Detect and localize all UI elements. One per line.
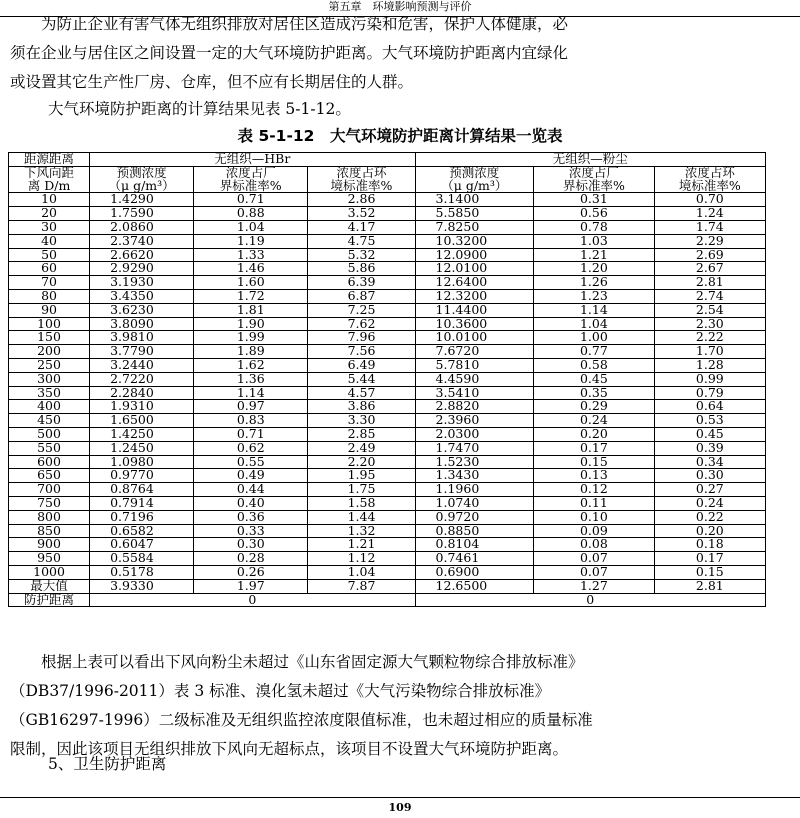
table-cell: 0.12 — [534, 483, 655, 497]
conclusion-line-4: 限制，因此该项目无组织排放下风向无超标点，该项目不设置大气环境防护距离。 — [10, 740, 569, 758]
header-ratio1-hbr: 浓度占厂 界标准率% — [194, 166, 308, 193]
table-cell: 1.89 — [194, 345, 308, 359]
table-cell: 6.39 — [308, 276, 415, 290]
table-cell: 4.4590 — [415, 372, 534, 386]
table-cell: 0.18 — [654, 538, 765, 552]
header-conc-dust: 预测浓度 （μ g/m³） — [415, 166, 534, 193]
table-cell: 10.3600 — [415, 317, 534, 331]
table-cell: 0.24 — [534, 414, 655, 428]
table-cell: 0.34 — [654, 455, 765, 469]
table-cell: 350 — [9, 386, 90, 400]
header-ratio2-hbr: 浓度占环 境标准率% — [308, 166, 415, 193]
table-cell: 900 — [9, 538, 90, 552]
table-cell: 70 — [9, 276, 90, 290]
table-cell: 1.9310 — [90, 400, 194, 414]
table-cell: 0.20 — [654, 524, 765, 538]
table-cell: 1.23 — [534, 289, 655, 303]
table-cell: 950 — [9, 552, 90, 566]
table-cell: 0.71 — [194, 427, 308, 441]
table-cell: 3.2440 — [90, 358, 194, 372]
table-cell: 1.2450 — [90, 441, 194, 455]
table-cell: 12.3200 — [415, 289, 534, 303]
table-cell: 1.44 — [308, 510, 415, 524]
table-cell: 1.24 — [654, 207, 765, 221]
table-cell: 0.27 — [654, 483, 765, 497]
table-cell: 0.35 — [534, 386, 655, 400]
table-cell: 0.28 — [194, 552, 308, 566]
table-cell: 1.26 — [534, 276, 655, 290]
conclusion-line-1: 根据上表可以看出下风向粉尘未超过《山东省固定源大气颗粒物综合排放标准》 — [10, 653, 584, 671]
table-cell: 100 — [9, 317, 90, 331]
table-cell: 2.67 — [654, 262, 765, 276]
table-cell: 1.1960 — [415, 483, 534, 497]
table-cell: 3.7790 — [90, 345, 194, 359]
table-cell: 0.7196 — [90, 510, 194, 524]
table-cell: 3.5410 — [415, 386, 534, 400]
table-cell: 0.70 — [654, 193, 765, 207]
table-cell: 1.04 — [194, 220, 308, 234]
table-cell: 0.5178 — [90, 565, 194, 579]
table-cell: 1.7590 — [90, 207, 194, 221]
table-cell: 0.6047 — [90, 538, 194, 552]
table-cell: 2.74 — [654, 289, 765, 303]
table-cell: 1.04 — [534, 317, 655, 331]
table-cell: 1.4250 — [90, 427, 194, 441]
table-cell: 1.4290 — [90, 193, 194, 207]
table-cell: 0.5584 — [90, 552, 194, 566]
table-cell: 5.5850 — [415, 207, 534, 221]
table-cell: 0.83 — [194, 414, 308, 428]
results-table — [8, 152, 766, 607]
table-cell: 0.08 — [534, 538, 655, 552]
table-cell: 3.9330 — [90, 579, 194, 593]
table-cell: 11.4400 — [415, 303, 534, 317]
table-cell: 0.79 — [654, 386, 765, 400]
table-cell: 0.45 — [534, 372, 655, 386]
table-cell: 1.5230 — [415, 455, 534, 469]
table-cell: 3.86 — [308, 400, 415, 414]
table-cell: 0.49 — [194, 469, 308, 483]
table-row — [9, 303, 766, 317]
table-cell: 2.7220 — [90, 372, 194, 386]
table-cell: 0.97 — [194, 400, 308, 414]
table-cell: 400 — [9, 400, 90, 414]
table-cell: 0.17 — [534, 441, 655, 455]
table-cell: 2.81 — [654, 579, 765, 593]
table-cell: 2.2840 — [90, 386, 194, 400]
table-cell: 2.6620 — [90, 248, 194, 262]
table-cell: 1.0980 — [90, 455, 194, 469]
table-cell: 0.20 — [534, 427, 655, 441]
table-cell: 500 — [9, 427, 90, 441]
table-cell: 10.0100 — [415, 331, 534, 345]
table-cell: 20 — [9, 207, 90, 221]
table-cell: 5.32 — [308, 248, 415, 262]
table-row — [9, 372, 766, 386]
table-cell: 90 — [9, 303, 90, 317]
table-cell: 1.33 — [194, 248, 308, 262]
table-cell: 2.9290 — [90, 262, 194, 276]
table-cell: 850 — [9, 524, 90, 538]
section-heading: 5、卫生防护距离 — [48, 755, 167, 773]
table-cell: 7.96 — [308, 331, 415, 345]
table-cell: 1.21 — [534, 248, 655, 262]
table-cell: 1.95 — [308, 469, 415, 483]
table-cell: 0.15 — [654, 565, 765, 579]
intro-line-3: 或设置其它生产性厂房、仓库，但不应有长期居住的人群。 — [10, 73, 414, 91]
conclusion-line-2: （DB37/1996-2011）表 3 标准、溴化氢未超过《大气污染物综合排放标准》 — [10, 682, 551, 700]
table-cell: 1.46 — [194, 262, 308, 276]
table-cell: 1.6500 — [90, 414, 194, 428]
table-cell: 5.7810 — [415, 358, 534, 372]
table-row — [9, 579, 766, 593]
table-cell: 0.31 — [534, 193, 655, 207]
table-cell: 1.19 — [194, 234, 308, 248]
table-cell: 0.9720 — [415, 510, 534, 524]
page-number: 109 — [388, 801, 412, 814]
table-cell: 最大值 — [9, 579, 90, 593]
table-cell: 2.0300 — [415, 427, 534, 441]
table-cell: 3.30 — [308, 414, 415, 428]
table-cell: 0.9770 — [90, 469, 194, 483]
protect-label: 防护距离 — [9, 593, 90, 607]
table-cell: 0.39 — [654, 441, 765, 455]
table-cell: 0.99 — [654, 372, 765, 386]
table-cell: 7.8250 — [415, 220, 534, 234]
header-distance: 距源距离 — [9, 153, 90, 167]
table-cell: 1.60 — [194, 276, 308, 290]
table-cell: 550 — [9, 441, 90, 455]
table-cell: 7.87 — [308, 579, 415, 593]
table-cell: 0.13 — [534, 469, 655, 483]
table-cell: 1.03 — [534, 234, 655, 248]
table-cell: 6.87 — [308, 289, 415, 303]
table-cell: 2.30 — [654, 317, 765, 331]
table-cell: 0.29 — [534, 400, 655, 414]
table-cell: 50 — [9, 248, 90, 262]
table-cell: 1.70 — [654, 345, 765, 359]
table-cell: 12.0900 — [415, 248, 534, 262]
table-cell: 3.1930 — [90, 276, 194, 290]
table-cell: 1.99 — [194, 331, 308, 345]
table-cell: 5.44 — [308, 372, 415, 386]
table-cell: 2.20 — [308, 455, 415, 469]
table-cell: 0.8764 — [90, 483, 194, 497]
intro-line-1: 为防止企业有害气体无组织排放对居住区造成污染和危害，保护人体健康，必 — [10, 15, 569, 33]
table-cell: 0.30 — [654, 469, 765, 483]
table-cell: 1.04 — [308, 565, 415, 579]
table-cell: 2.86 — [308, 193, 415, 207]
table-row — [9, 441, 766, 455]
table-cell: 1.7470 — [415, 441, 534, 455]
table-cell: 0.8104 — [415, 538, 534, 552]
table-cell: 0.40 — [194, 496, 308, 510]
protect-hbr: 0 — [90, 593, 415, 607]
table-row — [9, 234, 766, 248]
table-cell: 7.56 — [308, 345, 415, 359]
intro-paragraph — [10, 10, 780, 97]
table-cell: 0.44 — [194, 483, 308, 497]
table-cell: 12.6500 — [415, 579, 534, 593]
protect-dust: 0 — [415, 593, 765, 607]
table-cell: 0.7461 — [415, 552, 534, 566]
table-cell: 1.90 — [194, 317, 308, 331]
table-cell: 1.21 — [308, 538, 415, 552]
table-cell: 1.28 — [654, 358, 765, 372]
table-cell: 0.64 — [654, 400, 765, 414]
header-group-dust: 无组织—粉尘 — [415, 153, 765, 167]
table-cell: 2.54 — [654, 303, 765, 317]
table-cell: 7.6720 — [415, 345, 534, 359]
table-cell: 1.75 — [308, 483, 415, 497]
running-header: 第五章 环境影响预测与评价 — [328, 0, 472, 13]
table-cell: 0.11 — [534, 496, 655, 510]
table-cell: 1.36 — [194, 372, 308, 386]
table-cell: 200 — [9, 345, 90, 359]
table-cell: 0.78 — [534, 220, 655, 234]
table-cell: 2.29 — [654, 234, 765, 248]
header-conc-hbr: 预测浓度 （μ g/m³） — [90, 166, 194, 193]
table-cell: 12.0100 — [415, 262, 534, 276]
table-cell: 0.22 — [654, 510, 765, 524]
table-cell: 10.3200 — [415, 234, 534, 248]
table-cell: 4.57 — [308, 386, 415, 400]
table-cell: 3.9810 — [90, 331, 194, 345]
table-cell: 0.53 — [654, 414, 765, 428]
table-cell: 0.6900 — [415, 565, 534, 579]
table-cell: 450 — [9, 414, 90, 428]
header-ratio1-dust: 浓度占厂 界标准率% — [534, 166, 655, 193]
table-cell: 0.07 — [534, 552, 655, 566]
table-cell: 0.36 — [194, 510, 308, 524]
table-cell: 1.32 — [308, 524, 415, 538]
table-cell: 2.3740 — [90, 234, 194, 248]
table-cell: 1.00 — [534, 331, 655, 345]
table-cell: 0.8850 — [415, 524, 534, 538]
table-cell: 0.17 — [654, 552, 765, 566]
table-cell: 3.6230 — [90, 303, 194, 317]
table-cell: 2.22 — [654, 331, 765, 345]
table-cell: 0.55 — [194, 455, 308, 469]
table-cell: 1.81 — [194, 303, 308, 317]
table-cell: 0.09 — [534, 524, 655, 538]
table-cell: 60 — [9, 262, 90, 276]
table-cell: 10 — [9, 193, 90, 207]
table-cell: 1.12 — [308, 552, 415, 566]
table-cell: 5.86 — [308, 262, 415, 276]
table-cell: 2.69 — [654, 248, 765, 262]
table-cell: 0.77 — [534, 345, 655, 359]
table-cell: 4.17 — [308, 220, 415, 234]
table-cell: 1.14 — [194, 386, 308, 400]
table-cell: 1.97 — [194, 579, 308, 593]
table-cell: 150 — [9, 331, 90, 345]
table-cell: 700 — [9, 483, 90, 497]
table-cell: 1000 — [9, 565, 90, 579]
table-cell: 600 — [9, 455, 90, 469]
table-cell: 1.20 — [534, 262, 655, 276]
table-cell: 4.75 — [308, 234, 415, 248]
table-cell: 250 — [9, 358, 90, 372]
table-cell: 0.10 — [534, 510, 655, 524]
header-ratio2-dust: 浓度占环 境标准率% — [654, 166, 765, 193]
table-cell: 0.30 — [194, 538, 308, 552]
header-group-hbr: 无组织—HBr — [90, 153, 415, 167]
table-cell: 2.81 — [654, 276, 765, 290]
table-cell: 750 — [9, 496, 90, 510]
table-cell: 0.07 — [534, 565, 655, 579]
table-cell: 0.24 — [654, 496, 765, 510]
table-cell: 3.52 — [308, 207, 415, 221]
table-cell: 7.62 — [308, 317, 415, 331]
table-cell: 0.71 — [194, 193, 308, 207]
table-row — [9, 510, 766, 524]
table-cell: 40 — [9, 234, 90, 248]
table-caption: 表 5-1-12 大气环境防护距离计算结果一览表 — [237, 127, 563, 145]
table-cell: 1.3430 — [415, 469, 534, 483]
table-cell: 2.49 — [308, 441, 415, 455]
table-cell: 7.25 — [308, 303, 415, 317]
table-cell: 1.62 — [194, 358, 308, 372]
table-cell: 2.8820 — [415, 400, 534, 414]
table-cell: 800 — [9, 510, 90, 524]
table-cell: 30 — [9, 220, 90, 234]
intro-reference: 大气环境防护距离的计算结果见表 5-1-12。 — [48, 100, 351, 118]
table-cell: 0.45 — [654, 427, 765, 441]
table-cell: 0.15 — [534, 455, 655, 469]
table-cell: 3.4350 — [90, 289, 194, 303]
table-cell: 2.3960 — [415, 414, 534, 428]
intro-line-2: 须在企业与居住区之间设置一定的大气环境防护距离。大气环境防护距离内宜绿化 — [10, 44, 569, 62]
table-cell: 3.1400 — [415, 193, 534, 207]
table-cell: 1.14 — [534, 303, 655, 317]
table-cell: 650 — [9, 469, 90, 483]
table-cell: 12.6400 — [415, 276, 534, 290]
table-cell: 6.49 — [308, 358, 415, 372]
table-cell: 0.6582 — [90, 524, 194, 538]
header-distance-2: 下风向距 离 D/m — [9, 166, 90, 193]
table-cell: 1.0740 — [415, 496, 534, 510]
table-cell: 1.74 — [654, 220, 765, 234]
table-cell: 0.26 — [194, 565, 308, 579]
table-cell: 300 — [9, 372, 90, 386]
table-cell: 3.8090 — [90, 317, 194, 331]
table-cell: 1.27 — [534, 579, 655, 593]
table-cell: 0.56 — [534, 207, 655, 221]
footer-rule — [0, 797, 800, 798]
table-cell: 2.0860 — [90, 220, 194, 234]
table-cell: 1.72 — [194, 289, 308, 303]
table-cell: 0.7914 — [90, 496, 194, 510]
conclusion-line-3: （GB16297-1996）二级标准及无组织监控浓度限值标准，也未超过相应的质量标准 — [10, 711, 593, 729]
table-cell: 0.58 — [534, 358, 655, 372]
conclusion-paragraph — [10, 648, 780, 764]
table-cell: 2.85 — [308, 427, 415, 441]
table-cell: 0.88 — [194, 207, 308, 221]
table-cell: 80 — [9, 289, 90, 303]
table-cell: 0.62 — [194, 441, 308, 455]
table-cell: 0.33 — [194, 524, 308, 538]
table-cell: 1.58 — [308, 496, 415, 510]
